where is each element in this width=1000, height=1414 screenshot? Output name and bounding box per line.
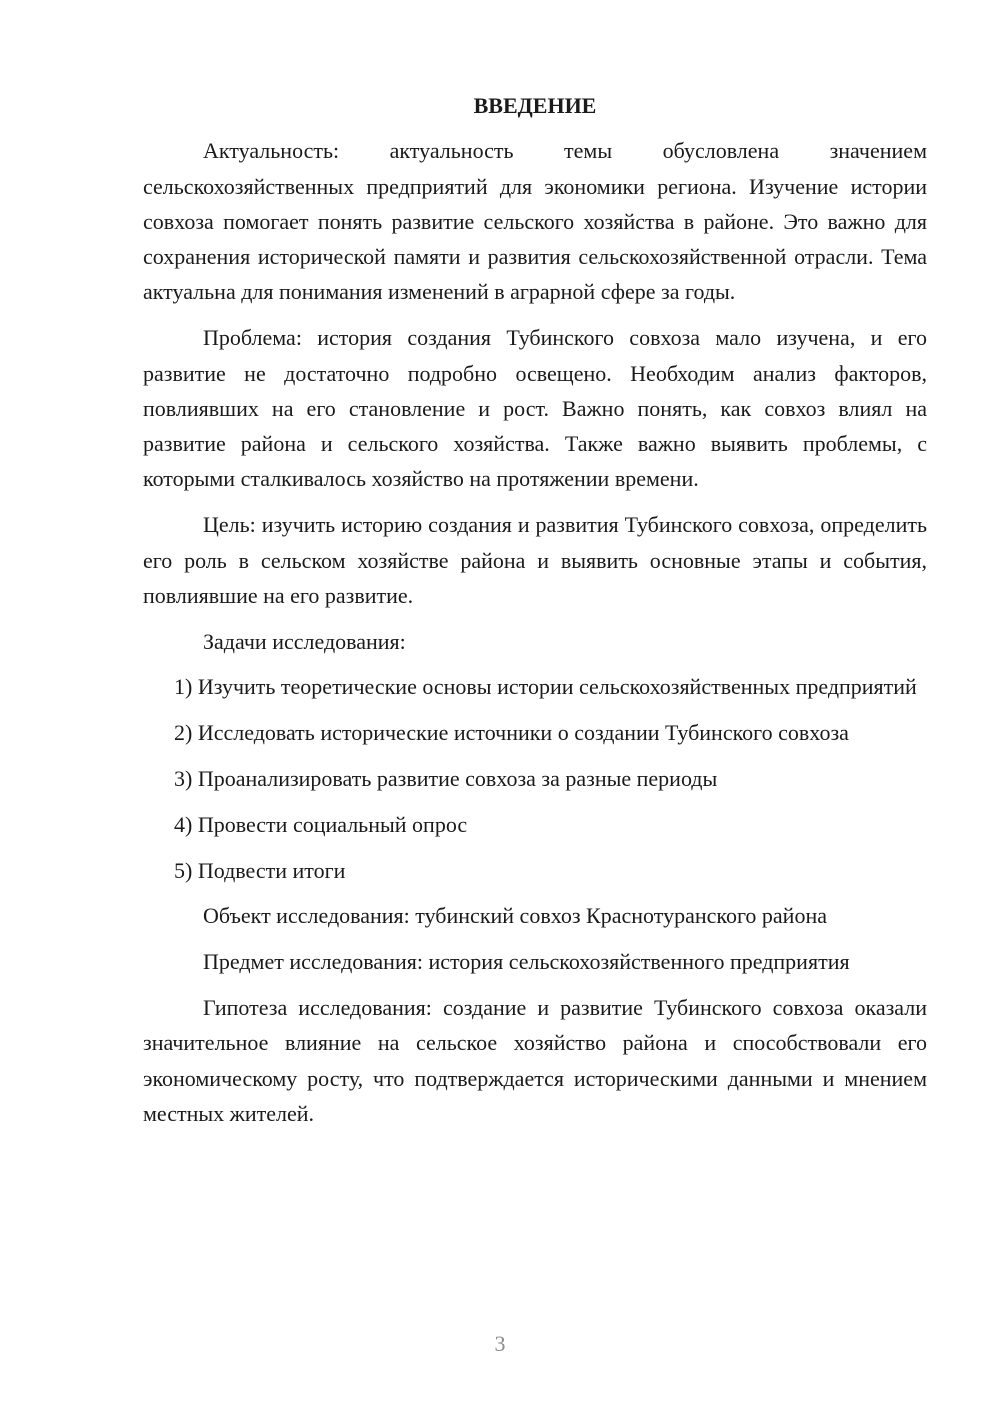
paragraph-relevance: Актуальность: актуальность темы обусловлена значением сельскохозяйственных предприятий для экономики региона. Изучение истории совхоза помогает понять развитие сельского хозяйства в районе. Это важно для сохранения исторической памяти и развития сельскохозяйственной отрасли. Тема актуальна для понимания изменений в аграрной сфере за годы. — [143, 138, 927, 305]
paragraph-subject: Предмет исследования: история сельскохозяйственного предприятия — [203, 949, 850, 975]
paragraph-tasks-heading: Задачи исследования: — [203, 628, 406, 654]
page-number: 3 — [494, 1331, 506, 1356]
paragraph-goal: Цель: изучить историю создания и развития Тубинского совхоза, определить его роль в сельском хозяйстве района и выявить основные этапы и события, повлиявшие на его развитие. — [143, 512, 927, 608]
task-item: 1) Изучить теоретические основы истории сельскохозяйственных предприятий — [174, 674, 917, 700]
task-item: 5) Подвести итоги — [174, 857, 346, 883]
task-item: 2) Исследовать исторические источники о создании Тубинского совхоза — [174, 720, 849, 746]
paragraph-hypothesis: Гипотеза исследования: создание и развитие Тубинского совхоза оказали значительное влияние на сельское хозяйство района и способствовали его экономическому росту, что подтверждается историческими данными и мнением местных жителей. — [143, 995, 927, 1126]
paragraph-problem: Проблема: история создания Тубинского совхоза мало изучена, и его развитие не достаточно подробно освещено. Необходим анализ факторов, повлиявших на его становление и рост. Важно понять, как совхоз влиял на развитие района и сельского хозяйства. Также важно выявить проблемы, с которыми сталкивалось хозяйство на протяжении времени. — [143, 325, 927, 492]
task-item: 3) Проанализировать развитие совхоза за разные периоды — [174, 766, 718, 792]
page-content — [143, 88, 927, 1131]
section-title: ВВЕДЕНИЕ — [473, 93, 597, 118]
paragraph-object: Объект исследования: тубинский совхоз Краснотуранского района — [203, 903, 827, 929]
task-item: 4) Провести социальный опрос — [174, 811, 468, 837]
